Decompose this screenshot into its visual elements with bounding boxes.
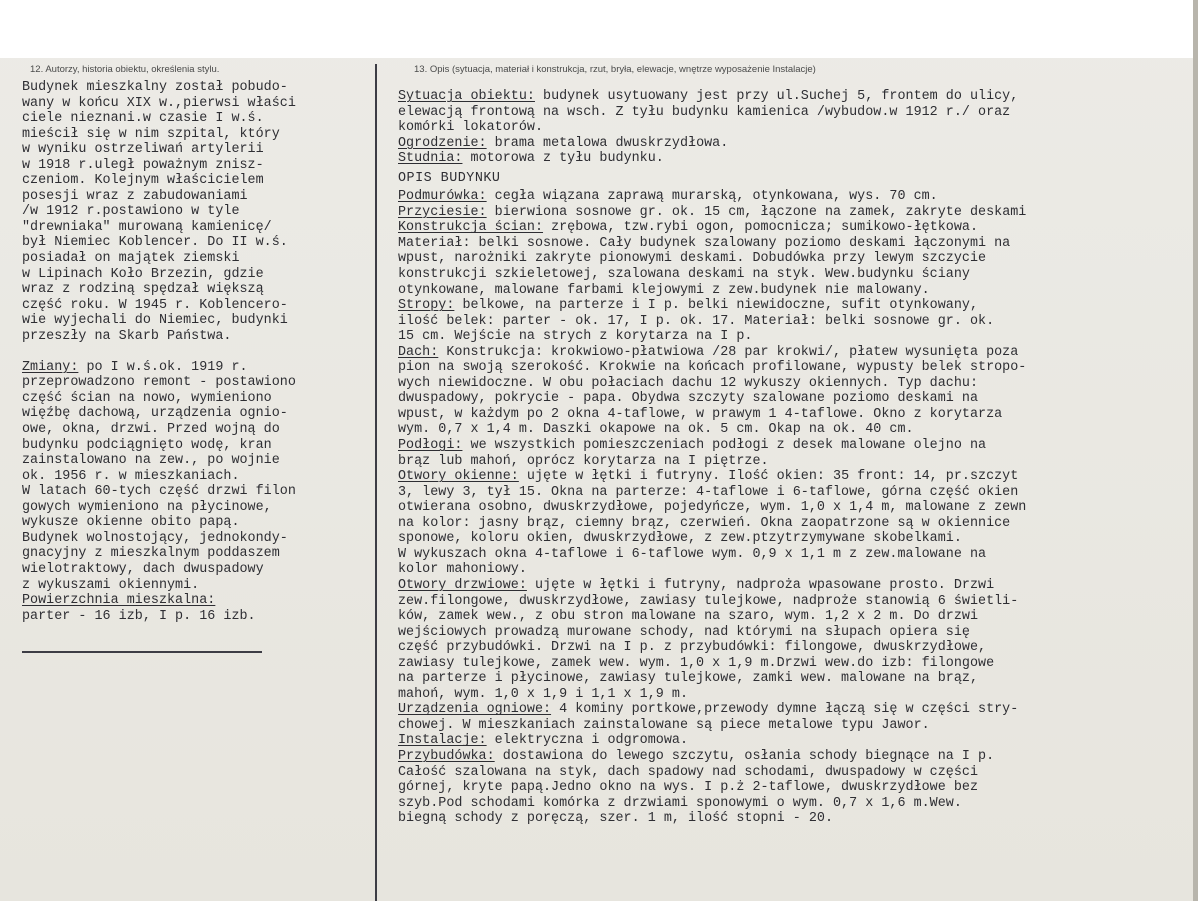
field-label: Stropy: — [398, 298, 455, 314]
text-line — [398, 251, 1196, 267]
field-text: zew.filongowe, dwuskrzydłowe, zawiasy tulejkowe, nadproże stanowią 6 świetli- — [398, 593, 1019, 609]
text-line — [398, 625, 1196, 641]
field-text: zawiasy tulejkowe, zamek wew. wym. 1,0 x 1,9 m.Drzwi wew.do izb: filongowe — [398, 655, 995, 671]
text-line — [398, 531, 1196, 547]
field-text: ilość belek: parter - ok. 17, I p. ok. 17. Materiał: belki sosnowe gr. ok. — [398, 313, 995, 329]
field-label: Studnia: — [398, 151, 463, 167]
text-line — [398, 687, 1196, 703]
text-line — [22, 96, 372, 112]
field-text: mieścił się w nim szpital, który — [22, 126, 280, 142]
text-line — [22, 282, 372, 298]
field-text: motorowa z tyłu budynku. — [462, 151, 664, 167]
field-text: chowej. W mieszkaniach zainstalowane są piece metalowe typu Jawor. — [398, 717, 930, 733]
history-column — [22, 80, 372, 624]
field-label: Ogrodzenie: — [398, 135, 487, 151]
text-line — [398, 749, 1196, 765]
text-line — [22, 189, 372, 205]
field-text: Materiał: belki sosnowe. Cały budynek szalowany poziomo deskami łączonymi na — [398, 235, 1011, 251]
field-text: wielotraktowy, dach dwuspadowy — [22, 561, 264, 577]
field-text: po I w.ś.ok. 1919 r. — [78, 359, 248, 375]
text-line — [398, 718, 1196, 734]
field-label: Otwory okienne: — [398, 469, 519, 485]
field-text: owe, okna, drzwi. Przed wojną do — [22, 422, 280, 438]
text-line — [398, 485, 1196, 501]
text-line — [22, 593, 372, 609]
text-line — [398, 120, 1196, 136]
field-text: wie wyjechali do Niemiec, budynki — [22, 313, 288, 329]
text-line — [22, 251, 372, 267]
text-line — [398, 500, 1196, 516]
text-line — [22, 127, 372, 143]
text-line — [22, 111, 372, 127]
text-line — [398, 438, 1196, 454]
text-line — [398, 780, 1196, 796]
text-line — [398, 811, 1196, 827]
field-label: Przyciesie: — [398, 204, 487, 220]
field-text: bierwiona sosnowe gr. ok. 15 cm, łączone na zamek, zakryte deskami — [486, 204, 1027, 220]
field-text: biegną schody z poręczą, szer. 1 m, ilość stopni - 20. — [398, 811, 834, 827]
field-text: budynku podciągnięto wodę, kran — [22, 437, 272, 453]
field-text: Budynek mieszkalny został pobudo- — [22, 80, 288, 95]
section-end-rule — [22, 651, 262, 653]
description-column — [398, 89, 1196, 827]
field-text: z wykuszami okiennymi. — [22, 577, 200, 593]
field-text: otwierana osobno, dwuskrzydłowe, pojedyńcze, wym. 1,0 x 1,4 m, malowane z zewn — [398, 500, 1027, 516]
field-text: część przybudówki. Drzwi na I p. z przybudówki: filongowe, dwuskrzydłowe, — [398, 640, 987, 656]
text-line — [22, 562, 372, 578]
field-text: komórki lokatorów. — [398, 120, 544, 136]
column-divider — [375, 64, 377, 901]
text-line — [22, 531, 372, 547]
field-text: belkowe, na parterze i I p. belki niewidoczne, sufit otynkowany, — [454, 298, 979, 314]
text-line — [398, 516, 1196, 532]
field-text: zrębowa, tzw.rybi ogon, pomocnicza; sumikowo-łętkowa. — [543, 220, 979, 236]
text-line — [398, 702, 1196, 718]
field-text: pion na swoją szerokość. Krokwie na końcach profilowane, wypusty belek stropo- — [398, 360, 1027, 376]
field-text: wykusze okienne obito papą. — [22, 515, 240, 531]
field-text: przeprowadzono remont - postawiono — [22, 375, 296, 391]
field-text: elektryczna i odgromowa. — [486, 733, 689, 749]
field-text: część roku. W 1945 r. Koblencero- — [22, 297, 288, 313]
field-label: Powierzchnia mieszkalna: — [22, 593, 216, 609]
field-text: Konstrukcja: krokwiowo-płatwiowa /28 par krokwi/, płatew wysunięta poza — [438, 344, 1019, 360]
field-text: wpust, narożniki zakryte pionowymi deskami. Dobudówka przy lewym szczycie — [398, 251, 987, 267]
field-text: sponowe, koloru okien, dwuskrzydłowe, z zew.ptzytrzymywane skobelkami. — [398, 531, 962, 547]
text-line — [22, 329, 372, 345]
text-line — [22, 391, 372, 407]
text-line — [22, 360, 372, 376]
field-text: wejściowych prowadzą murowane schody, nad którymi na słupach opiera się — [398, 624, 970, 640]
field-text: Budynek wolnostojący, jednokondy- — [22, 530, 288, 546]
text-line — [398, 765, 1196, 781]
field-label: Zmiany: — [22, 359, 79, 375]
text-line — [398, 345, 1196, 361]
text-line — [398, 454, 1196, 470]
text-line — [398, 422, 1196, 438]
field-text: 15 cm. Wejście na strych z korytarza na I p. — [398, 329, 753, 345]
field-text: wych niewidoczne. W obu połaciach dachu 12 wykuszy okiennych. Typ dachu: — [398, 375, 979, 391]
field-text: 4 kominy portkowe,przewody dymne łączą się w części stry- — [551, 702, 1019, 718]
text-line — [22, 375, 372, 391]
text-line — [398, 329, 1196, 345]
text-line — [398, 283, 1196, 299]
field-text: elewacją frontową na wsch. Z tyłu budynku kamienica /wybudow.w 1912 r./ oraz — [398, 104, 1011, 120]
field-text: konstrukcji szkieletowej, szalowana deskami na styk. Wew.budynku ściany — [398, 267, 970, 283]
field-text: wym. 0,7 x 1,4 m. Daszki okapowe na ok. 5 cm. Okap na ok. 40 cm. — [398, 422, 914, 438]
field-text: na kolor: jasny brąz, ciemny brąz, czerwień. Okna zaopatrzone są w okiennice — [398, 515, 1011, 531]
field-label: Otwory drzwiowe: — [398, 577, 527, 593]
text-line — [398, 314, 1196, 330]
field-text: cegła wiązana zaprawą murarską, otynkowana, wys. 70 cm. — [486, 189, 938, 205]
text-line — [22, 235, 372, 251]
text-line — [398, 407, 1196, 423]
field-text: kolor mahoniowy. — [398, 562, 527, 578]
text-line — [22, 438, 372, 454]
field-text: "drewniaka" murowaną kamienicę/ — [22, 219, 272, 235]
field-label: Dach: — [398, 344, 439, 360]
section-header-description: 13. Opis (sytuacja, materiał i konstrukcja, rzut, bryła, elewacje, wnętrze wyposażenie Instalacje) — [414, 64, 816, 75]
field-text: czeniom. Kolejnym właścicielem — [22, 173, 264, 189]
field-text: ujęte w łętki i futryny. Ilość okien: 35 front: 14, pr.szczyt — [518, 469, 1019, 485]
text-line — [398, 469, 1196, 485]
field-text: zainstalowano na zew., po wojnie — [22, 453, 280, 469]
field-text: ok. 1956 r. w mieszkaniach. — [22, 468, 240, 484]
field-label: Konstrukcja ścian: — [398, 220, 544, 236]
text-line — [398, 205, 1196, 221]
field-text: ków, zamek wew., z obu stron malowane na szaro, wym. 1,2 x 2 m. Do drzwi — [398, 609, 979, 625]
text-line — [398, 640, 1196, 656]
text-line — [398, 105, 1196, 121]
field-label: Instalacje: — [398, 733, 487, 749]
text-line — [22, 220, 372, 236]
text-line — [22, 453, 372, 469]
field-text: dostawiona do lewego szczytu, osłania schody biegnące na I p. — [494, 748, 995, 764]
field-text: Całość szalowana na styk, dach spadowy nad schodami, dwuspadowy w części — [398, 764, 979, 780]
text-line — [22, 609, 372, 625]
field-label: Przybudówka: — [398, 748, 495, 764]
text-line — [22, 578, 372, 594]
text-line — [22, 142, 372, 158]
text-line — [22, 406, 372, 422]
field-text: więźbę dachową, urządzenia ognio- — [22, 406, 288, 422]
field-text: parter - 16 izb, I p. 16 izb. — [22, 608, 256, 624]
text-line — [398, 562, 1196, 578]
text-line — [398, 796, 1196, 812]
field-label: Sytuacja obiektu: — [398, 89, 535, 104]
text-line — [398, 236, 1196, 252]
field-text: szyb.Pod schodami komórka z drzwiami sponowymi o wym. 0,7 x 1,6 m.Wew. — [398, 795, 962, 811]
text-line — [398, 298, 1196, 314]
section-header-authors-history: 12. Autorzy, historia obiektu, określenia stylu. — [30, 64, 220, 75]
text-line — [22, 80, 372, 96]
field-text: w Lipinach Koło Brzezin, gdzie — [22, 266, 264, 282]
field-text: w 1918 r.uległ poważnym znisz- — [22, 157, 264, 173]
text-line — [398, 136, 1196, 152]
field-text: był Niemiec Koblencer. Do II w.ś. — [22, 235, 288, 251]
field-text: brama metalowa dwuskrzydłowa. — [486, 135, 729, 151]
text-line — [398, 578, 1196, 594]
field-text: otynkowane, malowane farbami klejowymi z zew.budynek nie malowany. — [398, 282, 930, 298]
field-text: W wykuszach okna 4-taflowe i 6-taflowe wym. 0,9 x 1,1 m z zew.malowane na — [398, 546, 987, 562]
field-text: posesji wraz z zabudowaniami — [22, 188, 248, 204]
field-text: we wszystkich pomieszczeniach podłogi z desek malowane olejno na — [462, 438, 987, 454]
top-margin — [0, 0, 1198, 58]
text-line — [22, 313, 372, 329]
text-line — [398, 376, 1196, 392]
text-line — [398, 89, 1196, 105]
field-text: na parterze i płycinowe, zawiasy tulejkowe, zamki wew. malowane na brąz, — [398, 671, 979, 687]
field-label: Urządzenia ogniowe: — [398, 702, 552, 718]
field-text: w wyniku ostrzeliwań artylerii — [22, 142, 264, 158]
text-line — [398, 267, 1196, 283]
field-text: ujęte w łętki i futryny, nadproża wpasowane prosto. Drzwi — [526, 577, 995, 593]
text-line — [22, 469, 372, 485]
field-text: dwuspadowy, pokrycie - papa. Obydwa szczyty szalowane poziomo deskami na — [398, 391, 979, 407]
field-text: W latach 60-tych część drzwi filon — [22, 484, 296, 500]
text-line — [22, 158, 372, 174]
text-line — [22, 298, 372, 314]
field-text: brąz lub mahoń, oprócz korytarza na I piętrze. — [398, 453, 769, 469]
field-text: budynek usytuowany jest przy ul.Suchej 5, frontem do ulicy, — [534, 89, 1019, 104]
field-text: górnej, kryte papą.Jedno okno na wys. I p.ż 2-taflowe, dwuskrzydłowe bez — [398, 780, 979, 796]
field-text: gowych wymieniono na płycinowe, — [22, 499, 272, 515]
text-line — [398, 189, 1196, 205]
field-text: mahoń, wym. 1,0 x 1,9 i 1,1 x 1,9 m. — [398, 686, 689, 702]
text-line — [398, 547, 1196, 563]
field-text: wany w końcu XIX w.,pierwsi właści — [22, 95, 296, 111]
section-heading: OPIS BUDYNKU — [398, 170, 501, 186]
text-line — [398, 594, 1196, 610]
text-line — [22, 422, 372, 438]
field-text: wpust, w każdym po 2 okna 4-taflowe, w prawym 1 4-taflowe. Okno z korytarza — [398, 406, 1003, 422]
text-line — [398, 360, 1196, 376]
field-label: Podmurówka: — [398, 189, 487, 205]
field-text: gnacyjny z mieszkalnym poddaszem — [22, 546, 280, 562]
field-text: posiadał on majątek ziemski — [22, 251, 240, 267]
text-line — [22, 546, 372, 562]
text-line — [22, 204, 372, 220]
text-line — [398, 220, 1196, 236]
text-line — [398, 733, 1196, 749]
text-line — [398, 391, 1196, 407]
text-line — [22, 173, 372, 189]
field-text: /w 1912 r.postawiono w tyle — [22, 204, 240, 220]
text-line — [22, 500, 372, 516]
field-text: ciele nieznani.w czasie I w.ś. — [22, 111, 264, 127]
text-line — [398, 151, 1196, 167]
field-text: wraz z rodziną spędzał większą — [22, 282, 264, 298]
text-line — [22, 344, 372, 360]
field-text: część ścian na nowo, wymieniono — [22, 390, 272, 406]
text-line — [398, 609, 1196, 625]
field-text: 3, lewy 3, tył 15. Okna na parterze: 4-taflowe i 6-taflowe, górna część okien — [398, 484, 1019, 500]
field-label: Podłogi: — [398, 438, 463, 454]
text-line — [398, 671, 1196, 687]
text-line — [22, 267, 372, 283]
text-line — [22, 515, 372, 531]
field-text: przeszły na Skarb Państwa. — [22, 328, 232, 344]
text-line — [22, 484, 372, 500]
text-line — [398, 656, 1196, 672]
